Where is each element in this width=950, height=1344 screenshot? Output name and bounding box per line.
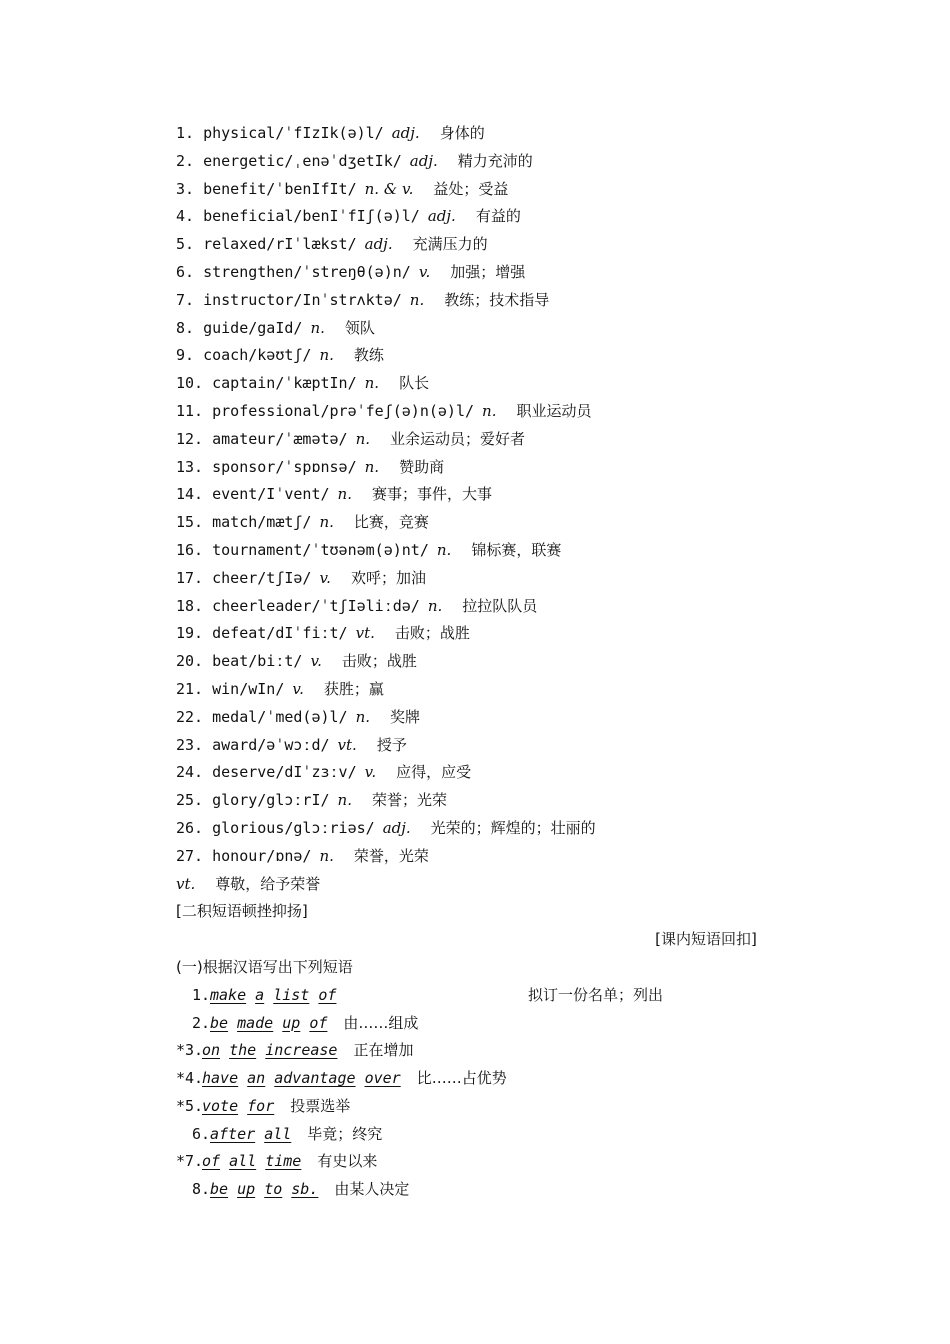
phrase-item (176, 1065, 896, 1093)
part-of-speech: v. (292, 679, 304, 698)
part-of-speech: n. (436, 540, 452, 559)
item-number: 19. (176, 624, 204, 643)
word-phonetic: win/wIn/ (212, 679, 285, 698)
item-number: 11. (176, 401, 204, 420)
meaning: 锦标赛，联赛 (471, 540, 562, 559)
part-of-speech: vt. (337, 735, 357, 754)
vocab-item (176, 120, 896, 148)
item-number: 27. (176, 846, 204, 865)
meaning: 赞助商 (399, 457, 445, 476)
item-number: 10. (176, 374, 204, 393)
phrase-list (176, 982, 896, 1204)
vocabulary-list (176, 120, 896, 1204)
meaning: 领队 (344, 318, 375, 337)
meaning: 教练；技术指导 (444, 290, 550, 309)
meaning: 充满压力的 (412, 235, 488, 254)
vocab-item (176, 287, 896, 315)
phrase-item (176, 1093, 896, 1121)
part-of-speech: n. (355, 429, 371, 448)
answer-word: on (202, 1041, 221, 1060)
word-phonetic: tournament/ˈtʊənəm(ə)nt/ (212, 540, 429, 559)
meaning: 应得，应受 (396, 763, 472, 782)
meaning: 荣誉；光荣 (371, 791, 447, 810)
vocab-item (176, 176, 896, 204)
meaning: 由……组成 (343, 1013, 419, 1032)
part-of-speech: n. (337, 791, 352, 810)
answer-word: make (210, 985, 247, 1004)
part-of-speech: v. (418, 262, 431, 281)
item-number: 8. (176, 318, 195, 337)
word-phonetic: physical/ˈfIzIk(ə)l/ (203, 124, 384, 142)
word-phonetic: honour/ɒnə/ (212, 846, 312, 865)
answer-word: time (265, 1152, 302, 1171)
part-of-speech: n. & v. (364, 179, 414, 198)
word-phonetic: defeat/dIˈfiːt/ (212, 624, 348, 643)
vocab-item (176, 342, 896, 370)
answer-word: after (210, 1124, 256, 1143)
meaning: 拟订一份名单；列出 (528, 985, 664, 1004)
answer-word: made (237, 1013, 274, 1032)
part-of-speech: adj. (364, 235, 393, 254)
item-number: *3. (176, 1041, 204, 1060)
item-number: 7. (176, 290, 195, 309)
word-phonetic: professional/prəˈfeʃ(ə)n(ə)l/ (212, 401, 475, 420)
item-number: 9. (176, 346, 195, 365)
meaning: 赛事；事件，大事 (371, 485, 492, 504)
meaning: 有益的 (475, 207, 521, 226)
item-number: *5. (176, 1096, 204, 1115)
instruction: (一)根据汉语写出下列短语 (176, 957, 353, 976)
answer-word: be (210, 1013, 229, 1032)
item-number: 1. (176, 124, 195, 142)
meaning: 击败；战胜 (394, 624, 470, 643)
vocab-item (176, 509, 896, 537)
answer-word: of (318, 985, 337, 1004)
word-phonetic: benefit/ˈbenIfIt/ (203, 179, 357, 198)
item-number: 24. (176, 763, 204, 782)
part-of-speech: n. (319, 513, 334, 532)
item-number: 13. (176, 457, 204, 476)
part-of-speech: n. (482, 401, 497, 420)
item-number: 2. (176, 151, 195, 170)
word-phonetic: energetic/ˌenəˈdʒetIk/ (203, 151, 402, 170)
word-phonetic: deserve/dIˈzɜːv/ (212, 763, 357, 782)
item-number: 6. (191, 1124, 210, 1143)
meaning: 益处；受益 (433, 179, 509, 198)
word-phonetic: cheer/tʃIə/ (212, 568, 312, 587)
word-phonetic: amateur/ˈæmətə/ (212, 429, 348, 448)
answer-word: be (210, 1180, 229, 1199)
meaning: 身体的 (439, 124, 485, 142)
item-number: 23. (176, 735, 204, 754)
item-number: 5. (176, 235, 195, 254)
phrase-item (176, 1176, 896, 1204)
answer-word: sb. (291, 1180, 319, 1199)
item-number: 25. (176, 791, 204, 810)
word-phonetic: medal/ˈmed(ə)l/ (212, 707, 348, 726)
subsection-title: [课内短语回扣] (655, 930, 757, 949)
part-of-speech: n. (409, 290, 425, 309)
answer-word: up (237, 1180, 256, 1199)
meaning: 授予 (376, 735, 407, 754)
part-of-speech: v. (319, 568, 331, 587)
item-number: 2. (191, 1013, 210, 1032)
item-number: 6. (176, 262, 195, 281)
meaning: 队长 (399, 374, 430, 393)
word-phonetic: glory/glɔːrI/ (212, 791, 330, 810)
answer-word: increase (265, 1041, 338, 1060)
answer-word: a (255, 985, 265, 1004)
meaning: 获胜；赢 (323, 679, 384, 698)
word-phonetic: captain/ˈkæptIn/ (212, 374, 357, 393)
vocab-item (176, 815, 896, 843)
word-phonetic: match/mætʃ/ (212, 513, 312, 532)
vocab-item (176, 315, 896, 343)
item-number: *4. (176, 1069, 204, 1088)
answer-word: the (229, 1041, 257, 1060)
part-of-speech: n. (337, 485, 352, 504)
meaning: 尊敬，给予荣誉 (215, 874, 321, 893)
answer-word: list (273, 985, 310, 1004)
word-phonetic: event/Iˈvent/ (212, 485, 330, 504)
vocab-item (176, 648, 896, 676)
meaning: 拉拉队队员 (462, 596, 538, 615)
meaning: 荣誉，光荣 (353, 846, 429, 865)
item-number: 3. (176, 179, 195, 198)
item-number: 16. (176, 540, 204, 559)
meaning: 比……占优势 (416, 1069, 507, 1088)
meaning: 毕竟；终究 (307, 1124, 383, 1143)
part-of-speech: v. (310, 652, 322, 671)
vocab-item (176, 704, 896, 732)
meaning: 由某人决定 (334, 1180, 410, 1199)
item-number: 21. (176, 679, 204, 698)
item-number: 15. (176, 513, 204, 532)
answer-word: to (264, 1180, 283, 1199)
vocab-item (176, 843, 896, 871)
vocab-item (176, 481, 896, 509)
meaning: 比赛，竞赛 (353, 513, 429, 532)
word-phonetic: sponsor/ˈspɒnsə/ (212, 457, 357, 476)
answer-word: over (364, 1069, 401, 1088)
answer-word: advantage (274, 1069, 356, 1088)
answer-word: all (229, 1152, 257, 1171)
part-of-speech: n. (364, 457, 380, 476)
part-of-speech: n. (319, 846, 334, 865)
meaning: 加强；增强 (450, 262, 526, 281)
item-number: 1. (191, 985, 210, 1004)
vocab-item (176, 454, 896, 482)
word-phonetic: award/əˈwɔːd/ (212, 735, 330, 754)
part-of-speech: adj. (382, 818, 411, 837)
item-number: 8. (191, 1180, 210, 1199)
meaning: 精力充沛的 (457, 151, 533, 170)
vocab-item (176, 398, 896, 426)
answer-word: an (247, 1069, 266, 1088)
word-phonetic: relaxed/rIˈlækst/ (203, 235, 357, 254)
word-phonetic: cheerleader/ˈtʃIəliːdə/ (212, 596, 420, 615)
answer-word: have (202, 1069, 239, 1088)
meaning: 正在增加 (353, 1041, 414, 1060)
vocab-item (176, 593, 896, 621)
meaning: 业余运动员；爱好者 (390, 429, 526, 448)
vocab-item (176, 620, 896, 648)
part-of-speech: n. (364, 374, 380, 393)
part-of-speech: vt. (355, 624, 375, 643)
item-number: 26. (176, 818, 204, 837)
vocab-item (176, 759, 896, 787)
part-of-speech: adj. (391, 124, 420, 142)
vocab-item (176, 565, 896, 593)
part-of-speech: n. (319, 346, 334, 365)
item-number: 4. (176, 207, 195, 226)
item-number: 18. (176, 596, 204, 615)
part-of-speech: adj. (427, 207, 456, 226)
part-of-speech: n. (310, 318, 325, 337)
phrase-item (176, 1121, 896, 1149)
part-of-speech: vt. (176, 874, 196, 893)
meaning: 职业运动员 (516, 401, 592, 420)
part-of-speech: v. (364, 763, 377, 782)
answer-word: up (282, 1013, 301, 1032)
word-phonetic: glorious/glɔːriəs/ (212, 818, 375, 837)
item-number: *7. (176, 1152, 204, 1171)
phrase-item (176, 982, 896, 1010)
vocab-item (176, 426, 896, 454)
vocab-item (176, 537, 896, 565)
meaning: 教练 (353, 346, 384, 365)
item-number: 20. (176, 652, 204, 671)
answer-word: all (264, 1124, 292, 1143)
vocab-item (176, 676, 896, 704)
word-phonetic: coach/kəʊtʃ/ (203, 346, 312, 365)
phrase-item (176, 1148, 896, 1176)
answer-word: vote (202, 1096, 239, 1115)
part-of-speech: adj. (409, 151, 438, 170)
word-phonetic: guide/gaId/ (203, 318, 303, 337)
meaning: 有史以来 (317, 1152, 378, 1171)
answer-word: of (309, 1013, 328, 1032)
vocab-item (176, 203, 896, 231)
word-phonetic: instructor/Inˈstrʌktə/ (203, 290, 402, 309)
meaning: 投票选举 (290, 1096, 351, 1115)
answer-word: for (247, 1096, 275, 1115)
meaning: 击败；战胜 (341, 652, 417, 671)
item-number: 17. (176, 568, 204, 587)
vocab-item (176, 732, 896, 760)
part-of-speech: n. (355, 707, 371, 726)
item-number: 22. (176, 707, 204, 726)
item-number: 14. (176, 485, 204, 504)
vocab-item (176, 787, 896, 815)
section-title: [二积短语顿挫抑扬] (176, 902, 308, 921)
answer-word: of (202, 1152, 221, 1171)
meaning: 奖牌 (390, 707, 421, 726)
word-phonetic: strengthen/ˈstreŋθ(ə)n/ (203, 262, 411, 281)
phrase-item (176, 1037, 896, 1065)
meaning: 光荣的；辉煌的；壮丽的 (430, 818, 596, 837)
vocab-item (176, 231, 896, 259)
vocab-item (176, 259, 896, 287)
phrase-item (176, 1010, 896, 1038)
vocab-item (176, 370, 896, 398)
word-phonetic: beneficial/benIˈfIʃ(ə)l/ (203, 207, 420, 226)
word-phonetic: beat/biːt/ (212, 652, 303, 671)
item-number: 12. (176, 429, 204, 448)
vocab-item (176, 148, 896, 176)
honour-vt-line (176, 871, 896, 899)
part-of-speech: n. (427, 596, 443, 615)
meaning: 欢呼；加油 (350, 568, 426, 587)
